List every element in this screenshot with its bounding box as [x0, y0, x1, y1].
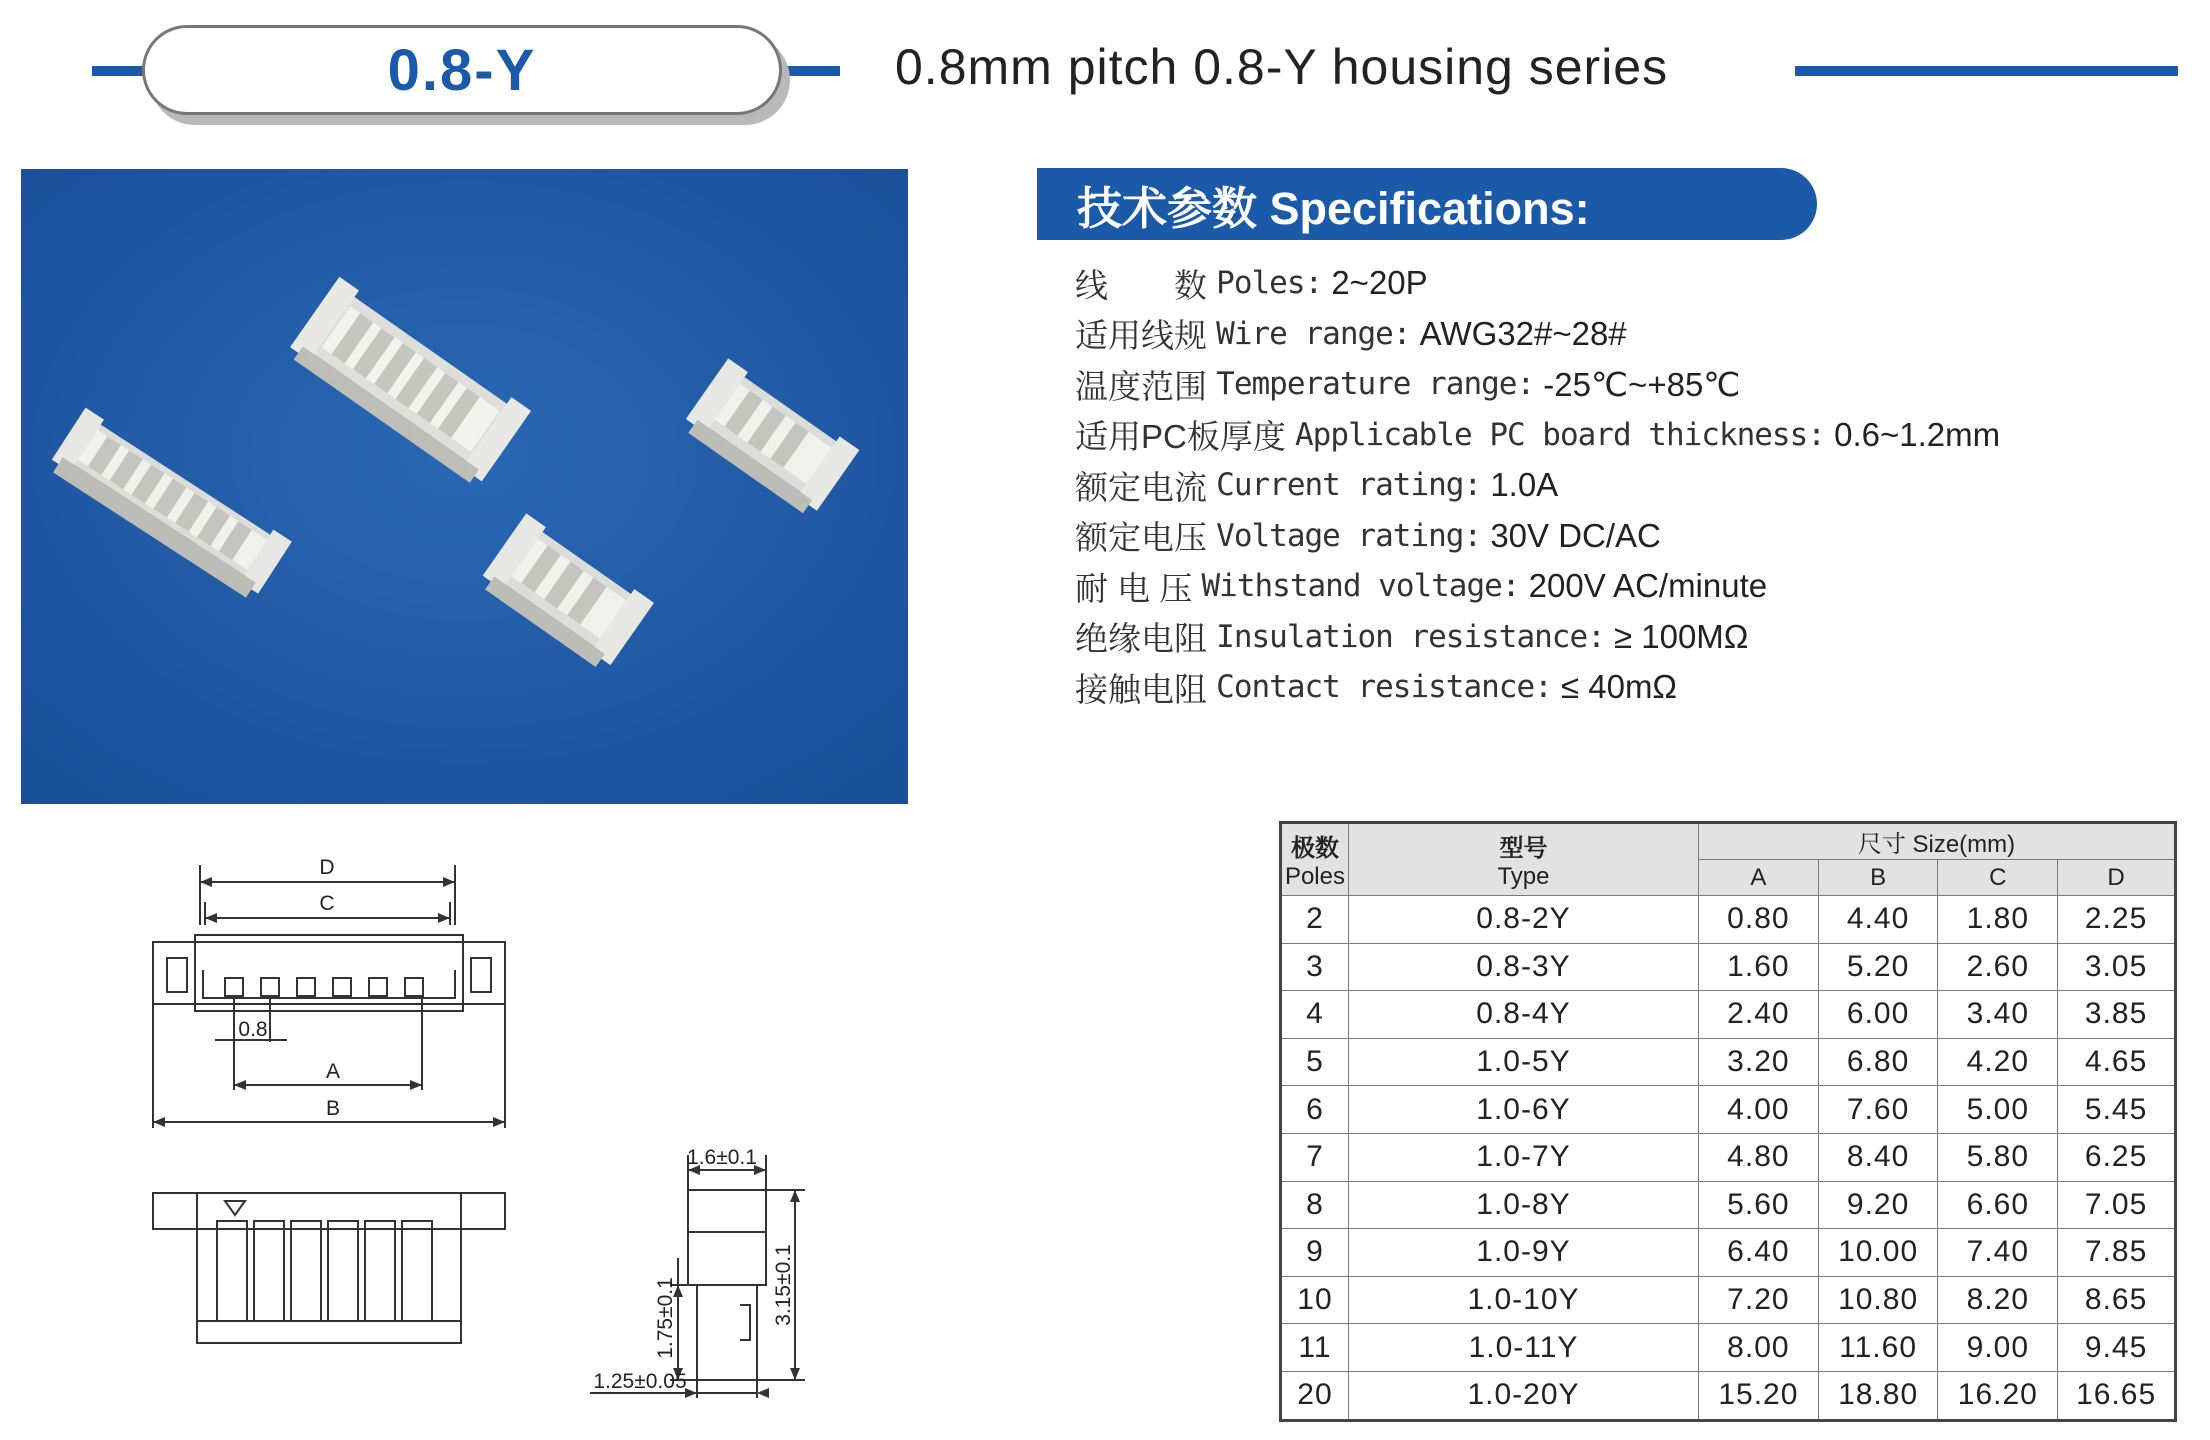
- header-col-b: B: [1818, 860, 1938, 896]
- spec-row-contact-resistance: [1075, 662, 2195, 713]
- spec-label-cn: 线 数: [1075, 266, 1207, 304]
- cell-a: 6.40: [1699, 1229, 1819, 1277]
- cell-type: 1.0-8Y: [1348, 1181, 1698, 1229]
- cell-a: 0.80: [1699, 896, 1819, 944]
- header-rule-right: [1795, 66, 2178, 76]
- cell-d: 3.05: [2058, 943, 2176, 991]
- drawing-side-view: [580, 1140, 825, 1400]
- header-col-a: A: [1699, 860, 1819, 896]
- header-poles-en: Poles: [1284, 863, 1345, 890]
- product-photo: [21, 169, 908, 804]
- dim-label-a: A: [325, 1060, 341, 1083]
- cell-d: 2.25: [2058, 896, 2176, 944]
- cell-type: 1.0-6Y: [1348, 1086, 1698, 1134]
- cell-b: 11.60: [1818, 1324, 1938, 1372]
- cell-type: 1.0-5Y: [1348, 1038, 1698, 1086]
- spec-row-temperature: [1075, 359, 2195, 410]
- table-row: [1281, 1371, 2176, 1420]
- cell-c: 8.20: [1938, 1276, 2058, 1324]
- header-poles: [1281, 823, 1349, 896]
- cell-c: 3.40: [1938, 991, 2058, 1039]
- cell-poles: 8: [1281, 1181, 1349, 1229]
- cell-c: 5.80: [1938, 1133, 2058, 1181]
- header-type-en: Type: [1497, 863, 1550, 890]
- spec-label-en: Voltage rating:: [1216, 517, 1482, 554]
- dim-label-height: 3.15±0.1: [772, 1244, 795, 1326]
- spec-row-insulation-resistance: [1075, 612, 2195, 663]
- spec-value: 200V AC/minute: [1528, 567, 1768, 605]
- cell-b: 7.60: [1818, 1086, 1938, 1134]
- cell-c: 16.20: [1938, 1371, 2058, 1420]
- dim-label-mid-height: 1.75±0.1: [654, 1277, 677, 1359]
- spec-value: ≥ 100MΩ: [1613, 617, 1749, 655]
- header-type: [1348, 823, 1698, 896]
- cell-type: 1.0-11Y: [1348, 1324, 1698, 1372]
- spec-row-current-rating: [1075, 460, 2195, 511]
- product-photo-illustration: [21, 169, 908, 804]
- drawing-top-view: [145, 850, 520, 1140]
- spec-row-poles: [1075, 258, 2195, 309]
- dim-label-b: B: [325, 1097, 341, 1120]
- table-row: [1281, 991, 2176, 1039]
- cell-poles: 3: [1281, 943, 1349, 991]
- spec-row-pc-board-thickness: [1075, 410, 2195, 461]
- cell-poles: 4: [1281, 991, 1349, 1039]
- cell-type: 1.0-7Y: [1348, 1133, 1698, 1181]
- spec-label-cn: 额定电压: [1075, 519, 1207, 557]
- header-size: 尺寸 Size(mm): [1699, 823, 2176, 860]
- cell-type: 0.8-3Y: [1348, 943, 1698, 991]
- table-row: [1281, 1086, 2176, 1134]
- cell-poles: 7: [1281, 1133, 1349, 1181]
- spec-value: 0.6~1.2mm: [1834, 415, 2001, 453]
- cell-c: 9.00: [1938, 1324, 2058, 1372]
- spec-value: ≤ 40mΩ: [1560, 668, 1678, 706]
- table-row: [1281, 896, 2176, 944]
- dim-label-d: D: [319, 856, 335, 879]
- spec-value: AWG32#~28#: [1419, 314, 1627, 352]
- cell-b: 4.40: [1818, 896, 1938, 944]
- spec-label-en: Temperature range:: [1216, 366, 1535, 403]
- cell-poles: 11: [1281, 1324, 1349, 1372]
- cell-d: 3.85: [2058, 991, 2176, 1039]
- spec-value: 30V DC/AC: [1490, 516, 1661, 554]
- cell-b: 10.80: [1818, 1276, 1938, 1324]
- cell-d: 9.45: [2058, 1324, 2176, 1372]
- cell-type: 1.0-9Y: [1348, 1229, 1698, 1277]
- cell-b: 6.00: [1818, 991, 1938, 1039]
- spec-label-cn: 适用线规: [1075, 317, 1207, 355]
- spec-label-cn: 接触电阻: [1075, 670, 1207, 708]
- drawing-front-view: [145, 1185, 520, 1345]
- header-poles-cn: 极数: [1290, 835, 1339, 862]
- cell-a: 5.60: [1699, 1181, 1819, 1229]
- table-row: [1281, 1038, 2176, 1086]
- spec-label-en: Current rating:: [1216, 467, 1482, 504]
- spec-label-en: Contact resistance:: [1216, 669, 1552, 706]
- specifications-heading: 技术参数 Specifications:: [1077, 182, 1590, 234]
- cell-a: 7.20: [1699, 1276, 1819, 1324]
- dim-label-width: 1.6±0.1: [687, 1146, 757, 1169]
- cell-a: 4.00: [1699, 1086, 1819, 1134]
- spec-row-withstand-voltage: [1075, 561, 2195, 612]
- table-row: [1281, 1229, 2176, 1277]
- table-row: [1281, 1276, 2176, 1324]
- cell-c: 1.80: [1938, 896, 2058, 944]
- cell-poles: 5: [1281, 1038, 1349, 1086]
- series-badge-label: 0.8-Y: [387, 37, 537, 103]
- cell-c: 5.00: [1938, 1086, 2058, 1134]
- dim-label-base-width: 1.25±0.05: [593, 1370, 687, 1393]
- cell-type: 1.0-10Y: [1348, 1276, 1698, 1324]
- cell-poles: 20: [1281, 1371, 1349, 1420]
- table-row: [1281, 943, 2176, 991]
- spec-label-en: Wire range:: [1216, 315, 1411, 352]
- cell-type: 0.8-4Y: [1348, 991, 1698, 1039]
- cell-type: 0.8-2Y: [1348, 896, 1698, 944]
- cell-b: 10.00: [1818, 1229, 1938, 1277]
- cell-d: 5.45: [2058, 1086, 2176, 1134]
- series-badge: [142, 25, 782, 115]
- cell-d: 4.65: [2058, 1038, 2176, 1086]
- spec-label-en: Applicable PC board thickness:: [1295, 416, 1825, 453]
- cell-a: 8.00: [1699, 1324, 1819, 1372]
- cell-a: 4.80: [1699, 1133, 1819, 1181]
- cell-a: 3.20: [1699, 1038, 1819, 1086]
- cell-c: 6.60: [1938, 1181, 2058, 1229]
- table-row: [1281, 1133, 2176, 1181]
- header-col-d: D: [2058, 860, 2176, 896]
- size-table: [1279, 821, 2177, 1422]
- cell-poles: 10: [1281, 1276, 1349, 1324]
- cell-d: 8.65: [2058, 1276, 2176, 1324]
- spec-label-cn: 额定电流: [1075, 468, 1207, 506]
- dim-label-pitch: 0.8: [238, 1018, 268, 1041]
- cell-c: 4.20: [1938, 1038, 2058, 1086]
- cell-b: 8.40: [1818, 1133, 1938, 1181]
- spec-value: -25℃~+85℃: [1543, 365, 1741, 403]
- page-title: 0.8mm pitch 0.8-Y housing series: [895, 39, 1669, 95]
- table-row: [1281, 1181, 2176, 1229]
- spec-value: 1.0A: [1490, 466, 1559, 504]
- cell-a: 2.40: [1699, 991, 1819, 1039]
- cell-a: 15.20: [1699, 1371, 1819, 1420]
- spec-value: 2~20P: [1331, 264, 1428, 302]
- spec-row-wire-range: [1075, 309, 2195, 360]
- specifications-list: [1075, 258, 2195, 713]
- header-rule-mid: [785, 66, 840, 76]
- cell-a: 1.60: [1699, 943, 1819, 991]
- spec-label-cn: 适用PC板厚度: [1075, 418, 1286, 456]
- spec-label-cn: 温度范围: [1075, 367, 1207, 405]
- header-type-cn: 型号: [1499, 835, 1548, 862]
- spec-label-cn: 耐 电 压: [1075, 569, 1193, 607]
- cell-d: 16.65: [2058, 1371, 2176, 1420]
- header-col-c: C: [1938, 860, 2058, 896]
- spec-label-en: Withstand voltage:: [1201, 568, 1520, 605]
- cell-c: 7.40: [1938, 1229, 2058, 1277]
- spec-label-cn: 绝缘电阻: [1075, 620, 1207, 658]
- cell-d: 6.25: [2058, 1133, 2176, 1181]
- cell-poles: 9: [1281, 1229, 1349, 1277]
- cell-d: 7.05: [2058, 1181, 2176, 1229]
- specifications-banner: [1037, 168, 1817, 240]
- table-row: [1281, 1324, 2176, 1372]
- spec-label-en: Insulation resistance:: [1216, 618, 1605, 655]
- spec-label-en: Poles:: [1216, 265, 1323, 302]
- dim-label-c: C: [319, 892, 335, 915]
- spec-row-voltage-rating: [1075, 511, 2195, 562]
- cell-b: 18.80: [1818, 1371, 1938, 1420]
- cell-d: 7.85: [2058, 1229, 2176, 1277]
- cell-b: 6.80: [1818, 1038, 1938, 1086]
- cell-c: 2.60: [1938, 943, 2058, 991]
- cell-poles: 6: [1281, 1086, 1349, 1134]
- cell-b: 5.20: [1818, 943, 1938, 991]
- cell-type: 1.0-20Y: [1348, 1371, 1698, 1420]
- cell-poles: 2: [1281, 896, 1349, 944]
- cell-b: 9.20: [1818, 1181, 1938, 1229]
